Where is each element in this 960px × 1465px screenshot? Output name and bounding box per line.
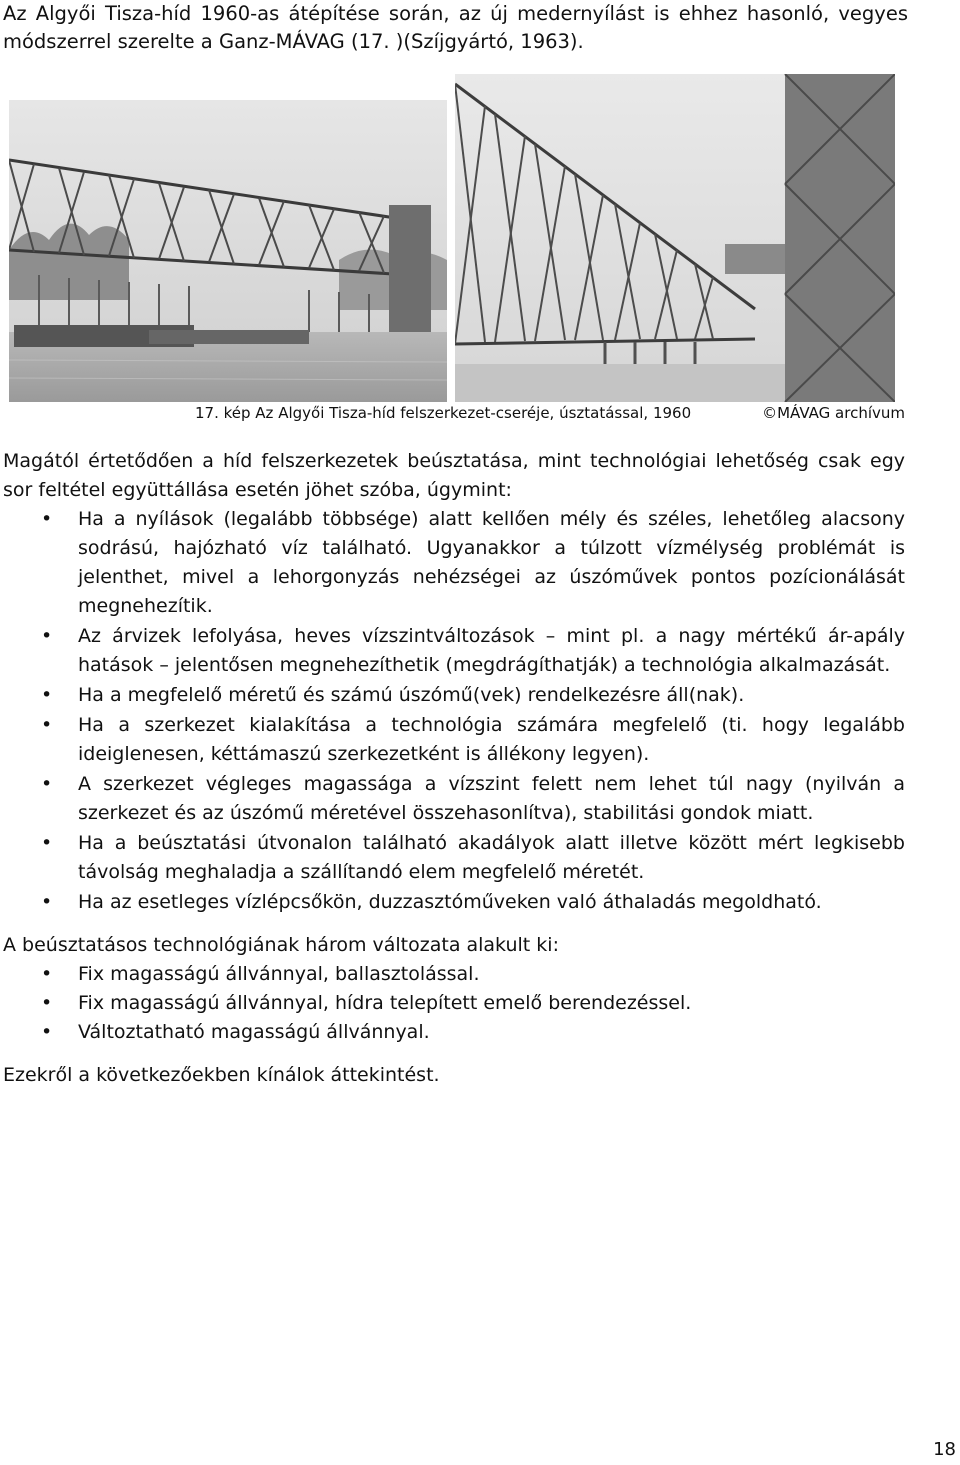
bullet-icon: •: [41, 625, 53, 647]
list-item-text: Fix magasságú állvánnyal, ballasztolással.: [78, 963, 480, 985]
bullet-icon: •: [41, 963, 53, 985]
bullet-icon: •: [41, 891, 53, 913]
list-item: [3, 505, 905, 621]
body-text: [3, 447, 905, 1090]
intro-paragraph: Az Algyői Tisza-híd 1960-as átépítése során, az új medernyílást is ehhez hasonló, vegyes módszerrel szerelte a Ganz-MÁVAG (17. )(Szíjgyártó, 1963).: [3, 2, 908, 53]
list-item-text: Ha az esetleges vízlépcsőkön, duzzasztóműveken való áthaladás megoldható.: [78, 891, 822, 913]
list-item-text: Ha a nyílások (legalább többsége) alatt kellően mély és széles, lehetőleg alacsony sodrású, hajózható víz található. Ugyanakkor a túlzott vízmélység problémát is jelenthet, mivel a lehorgonyzás nehézségei az úszóművek pontos pozícionálását megnehezítik.: [78, 508, 905, 617]
list-item-text: A szerkezet végleges magassága a vízszint felett nem lehet túl nagy (nyilván a szerkezet és az úszómű méretével összehasonlítva), stabilitási gondok miatt.: [78, 773, 905, 824]
list-item: [3, 711, 905, 769]
variants-list: [3, 960, 905, 1047]
list-item-text: Változtatható magasságú állvánnyal.: [78, 1021, 430, 1043]
figure-credit: ©MÁVAG archívum: [762, 404, 905, 422]
bridge-photo-right: [455, 74, 895, 402]
list-item: [3, 989, 905, 1018]
list-item: [3, 681, 905, 710]
paragraph-closing: Ezekről a következőekben kínálok áttekintést.: [3, 1064, 440, 1086]
list-item-text: Az árvizek lefolyása, heves vízszintváltozások – mint pl. a nagy mértékű ár-apály hatások – jelentősen megnehezíthetik (megdrágíthatják) a technológia alkalmazását.: [78, 625, 905, 676]
bullet-icon: •: [41, 684, 53, 706]
figure-caption: 17. kép Az Algyői Tisza-híd felszerkezet-cseréje, úsztatással, 1960: [195, 404, 692, 422]
list-item: [3, 829, 905, 887]
paragraph-conditions-intro: Magától értetődően a híd felszerkezetek beúsztatása, mint technológiai lehetőség csak egy sor feltétel együttállása esetén jöhet szóba, úgymint:: [3, 450, 905, 501]
list-item: [3, 1018, 905, 1047]
list-item: [3, 960, 905, 989]
figure-caption-row: [0, 403, 905, 425]
bullet-icon: •: [41, 508, 53, 530]
page-number: 18: [933, 1439, 956, 1460]
bullet-icon: •: [41, 992, 53, 1014]
list-item-text: Fix magasságú állvánnyal, hídra telepített emelő berendezéssel.: [78, 992, 692, 1014]
list-item: [3, 622, 905, 680]
bullet-icon: •: [41, 714, 53, 736]
list-item-text: Ha a beúsztatási útvonalon található akadályok alatt illetve között mért legkisebb távolság meghaladja a szállítandó elem megfelelő méretét.: [78, 832, 905, 883]
list-item: [3, 888, 905, 917]
list-item-text: Ha a megfelelő méretű és számú úszómű(vek) rendelkezésre áll(nak).: [78, 684, 745, 706]
bullet-icon: •: [41, 773, 53, 795]
bridge-photo-left: [9, 100, 447, 402]
bullet-icon: •: [41, 832, 53, 854]
list-item-text: Ha a szerkezet kialakítása a technológia számára megfelelő (ti. hogy legalább ideiglenesen, kéttámaszú szerkezetként is állékony legyen).: [78, 714, 905, 765]
paragraph-variants-intro: A beúsztatásos technológiának három változata alakult ki:: [3, 934, 559, 956]
conditions-list: [3, 505, 905, 917]
bullet-icon: •: [41, 1021, 53, 1043]
figure-photos: [9, 74, 895, 402]
list-item: [3, 770, 905, 828]
